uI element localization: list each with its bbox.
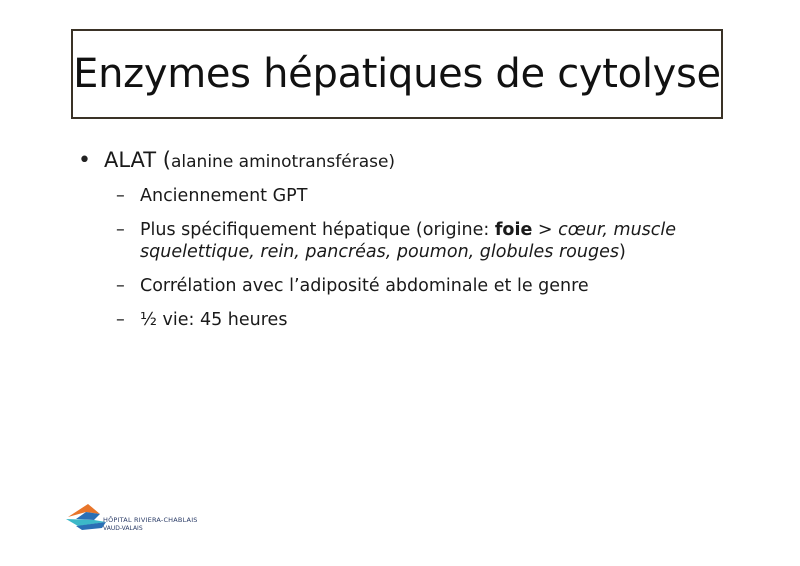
list-item <box>116 219 718 263</box>
logo-line2: VAUD-VALAIS <box>103 525 143 532</box>
hospital-logo <box>66 492 196 542</box>
item-suffix: ) <box>618 242 626 262</box>
item-text: ½ vie: 45 heures <box>140 310 288 330</box>
dash-marker: – <box>116 310 125 330</box>
dash-marker: – <box>116 220 125 240</box>
item-italic: cœur, muscle squelettique, rein, pancréas, poumon, globules rouges <box>140 220 677 262</box>
item-text <box>140 219 718 263</box>
slide-content <box>78 148 718 343</box>
bullet-dot: • <box>78 148 91 173</box>
item-prefix: Plus spécifiquement hépatique (origine: <box>140 220 495 240</box>
bullet-subtext: alanine aminotransférase) <box>170 152 396 172</box>
list-item <box>116 275 718 297</box>
bullet-text <box>104 148 395 172</box>
item-text: Anciennement GPT <box>140 186 308 206</box>
logo-line1: HÔPITAL RIVIERA-CHABLAIS <box>103 516 198 524</box>
item-middle: > <box>532 220 559 240</box>
slide-title-box <box>71 29 723 119</box>
sub-list <box>116 185 718 331</box>
list-item <box>116 185 718 207</box>
dash-marker: – <box>116 276 125 296</box>
dash-marker: – <box>116 186 125 206</box>
slide-title: Enzymes hépatiques de cytolyse <box>73 51 721 97</box>
bullet-label: ALAT ( <box>104 148 171 172</box>
bullet-alat <box>78 148 718 173</box>
item-text: Corrélation avec l’adiposité abdominale et le genre <box>140 276 589 296</box>
item-bold: foie <box>494 220 533 240</box>
list-item <box>116 309 718 331</box>
